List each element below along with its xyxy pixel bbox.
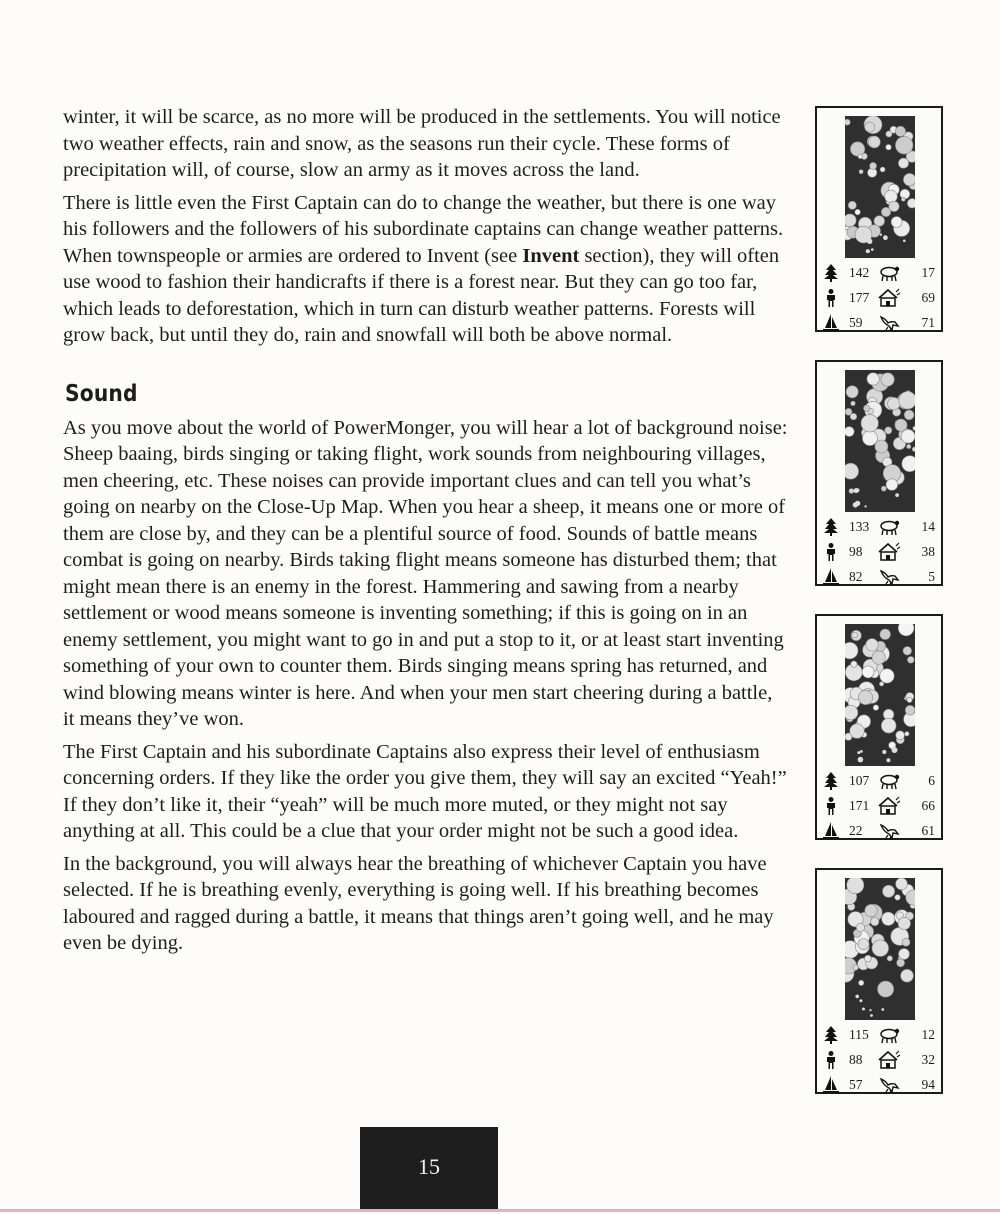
stat-value-right: 61 xyxy=(921,823,935,838)
overview-map-image xyxy=(845,878,915,1020)
paragraph-text: There is little even the First Captain can do to change the weather, but there is one way his followers and the followers of his subordinate captains can change weather patterns. When townspeople or armies are ordered to Invent (see xyxy=(63,191,784,267)
sheep-icon xyxy=(877,771,901,791)
person-icon xyxy=(823,797,839,815)
stat-value-left: 115 xyxy=(849,1027,869,1042)
ship-icon xyxy=(823,568,839,586)
stat-value-right: 94 xyxy=(921,1077,935,1092)
bottom-rule xyxy=(0,1209,1000,1212)
stat-row xyxy=(821,795,941,820)
map-panel-4 xyxy=(815,868,943,1094)
sound-heading: Sound xyxy=(65,380,138,407)
paragraph-weather-2 xyxy=(63,190,788,349)
stat-value-left: 133 xyxy=(849,519,870,534)
person-icon xyxy=(823,289,839,307)
stat-row xyxy=(821,262,941,287)
map-panel-2 xyxy=(815,360,943,586)
stat-value-left: 88 xyxy=(849,1052,863,1067)
overview-map-image xyxy=(845,370,915,512)
stat-value-right: 71 xyxy=(921,315,935,330)
tree-icon xyxy=(823,1026,839,1044)
person-icon xyxy=(823,543,839,561)
stat-row xyxy=(821,312,941,337)
stat-row xyxy=(821,516,941,541)
invent-bold: Invent xyxy=(522,244,580,267)
stat-value-left: 82 xyxy=(849,569,863,584)
ship-icon xyxy=(823,1076,839,1094)
stat-value-right: 17 xyxy=(921,265,935,280)
stat-value-right: 38 xyxy=(921,544,935,559)
stats-table xyxy=(821,770,941,845)
stats-table xyxy=(821,262,941,337)
stat-value-right: 12 xyxy=(921,1027,935,1042)
bird-icon xyxy=(877,1075,901,1095)
stat-value-right: 6 xyxy=(928,773,935,788)
overview-map-image xyxy=(845,624,915,766)
page-number: 15 xyxy=(360,1127,498,1209)
stat-value-right: 69 xyxy=(921,290,935,305)
house-icon xyxy=(877,796,901,816)
ship-icon xyxy=(823,314,839,332)
stat-value-right: 32 xyxy=(921,1052,935,1067)
stat-value-left: 57 xyxy=(849,1077,863,1092)
house-icon xyxy=(877,288,901,308)
text-column xyxy=(63,104,788,963)
overview-map-image xyxy=(845,116,915,258)
stat-row xyxy=(821,770,941,795)
stat-row xyxy=(821,1074,941,1099)
stat-row xyxy=(821,1024,941,1049)
map-panel-3 xyxy=(815,614,943,840)
stats-table xyxy=(821,1024,941,1099)
paragraph-weather-1: winter, it will be scarce, as no more will be produced in the settlements. You will notice two weather effects, rain and snow, as the seasons run their cycle. These forms of precipitation will, of course, slow an army as it moves across the land. xyxy=(63,106,781,181)
stat-value-left: 22 xyxy=(849,823,863,838)
stat-value-right: 66 xyxy=(921,798,935,813)
stat-row xyxy=(821,1049,941,1074)
paragraph-sound-1: As you move about the world of PowerMonger, you will hear a lot of background noise: Sheep baaing, birds singing or taking flight, work sounds from neighbouring villages, men cheering, etc. These noises can provide important clues and can tell you what’s going on nearby on the Close-Up Map. When you hear a sheep, it means one or more of them are close by, and they can be a plentiful source of food. Sounds of battle means combat is going on nearby. Birds taking flight means someone has disturbed them; that might mean there is an enemy in the forest. Hammering and sawing from a nearby settlement or wood means someone is inventing something; if this is going on in an enemy settlement, you might want to go in and put a stop to it, or at least start inventing something of your own to counter them. Birds singing means spring has returned, and wind blowing means winter is here. And when your men start cheering during a battle, it means they’ve won. xyxy=(63,416,788,730)
sheep-icon xyxy=(877,1025,901,1045)
bird-icon xyxy=(877,313,901,333)
stat-value-left: 142 xyxy=(849,265,870,280)
map-panel-1 xyxy=(815,106,943,332)
sheep-icon xyxy=(877,263,901,283)
stat-value-left: 98 xyxy=(849,544,863,559)
bird-icon xyxy=(877,567,901,587)
tree-icon xyxy=(823,518,839,536)
house-icon xyxy=(877,1050,901,1070)
stat-value-right: 5 xyxy=(928,569,935,584)
stat-row xyxy=(821,287,941,312)
tree-icon xyxy=(823,772,839,790)
stat-row xyxy=(821,566,941,591)
house-icon xyxy=(877,542,901,562)
stat-value-left: 107 xyxy=(849,773,870,788)
paragraph-sound-2: The First Captain and his subordinate Captains also express their level of enthusiasm concerning orders. If they like the order you give them, they will say an excited “Yeah!” If they don’t like it, their “yeah” will be much more muted, or they might not say anything at all. This could be a clue that your order might not be such a good idea. xyxy=(63,740,787,842)
stat-value-left: 171 xyxy=(849,798,870,813)
sheep-icon xyxy=(877,517,901,537)
stat-value-left: 177 xyxy=(849,290,870,305)
paragraph-sound-3: In the background, you will always hear the breathing of whichever Captain you have selected. If he is breathing evenly, everything is going well. If his breathing becomes laboured and ragged during a battle, it means that things aren’t going well, and he may even be dying. xyxy=(63,852,774,954)
stats-table xyxy=(821,516,941,591)
stat-row xyxy=(821,820,941,845)
stat-value-left: 59 xyxy=(849,315,863,330)
paragraph-text: section), they will often use wood to fashion their handicrafts if there is a forest near. But they can go too far, which leads to deforestation, which in turn can disturb weather patterns. Forests will grow back, but until they do, rain and snowfall will both be above normal. xyxy=(63,244,780,346)
tree-icon xyxy=(823,264,839,282)
bird-icon xyxy=(877,821,901,841)
stat-value-right: 14 xyxy=(921,519,935,534)
stat-row xyxy=(821,541,941,566)
person-icon xyxy=(823,1051,839,1069)
ship-icon xyxy=(823,822,839,840)
